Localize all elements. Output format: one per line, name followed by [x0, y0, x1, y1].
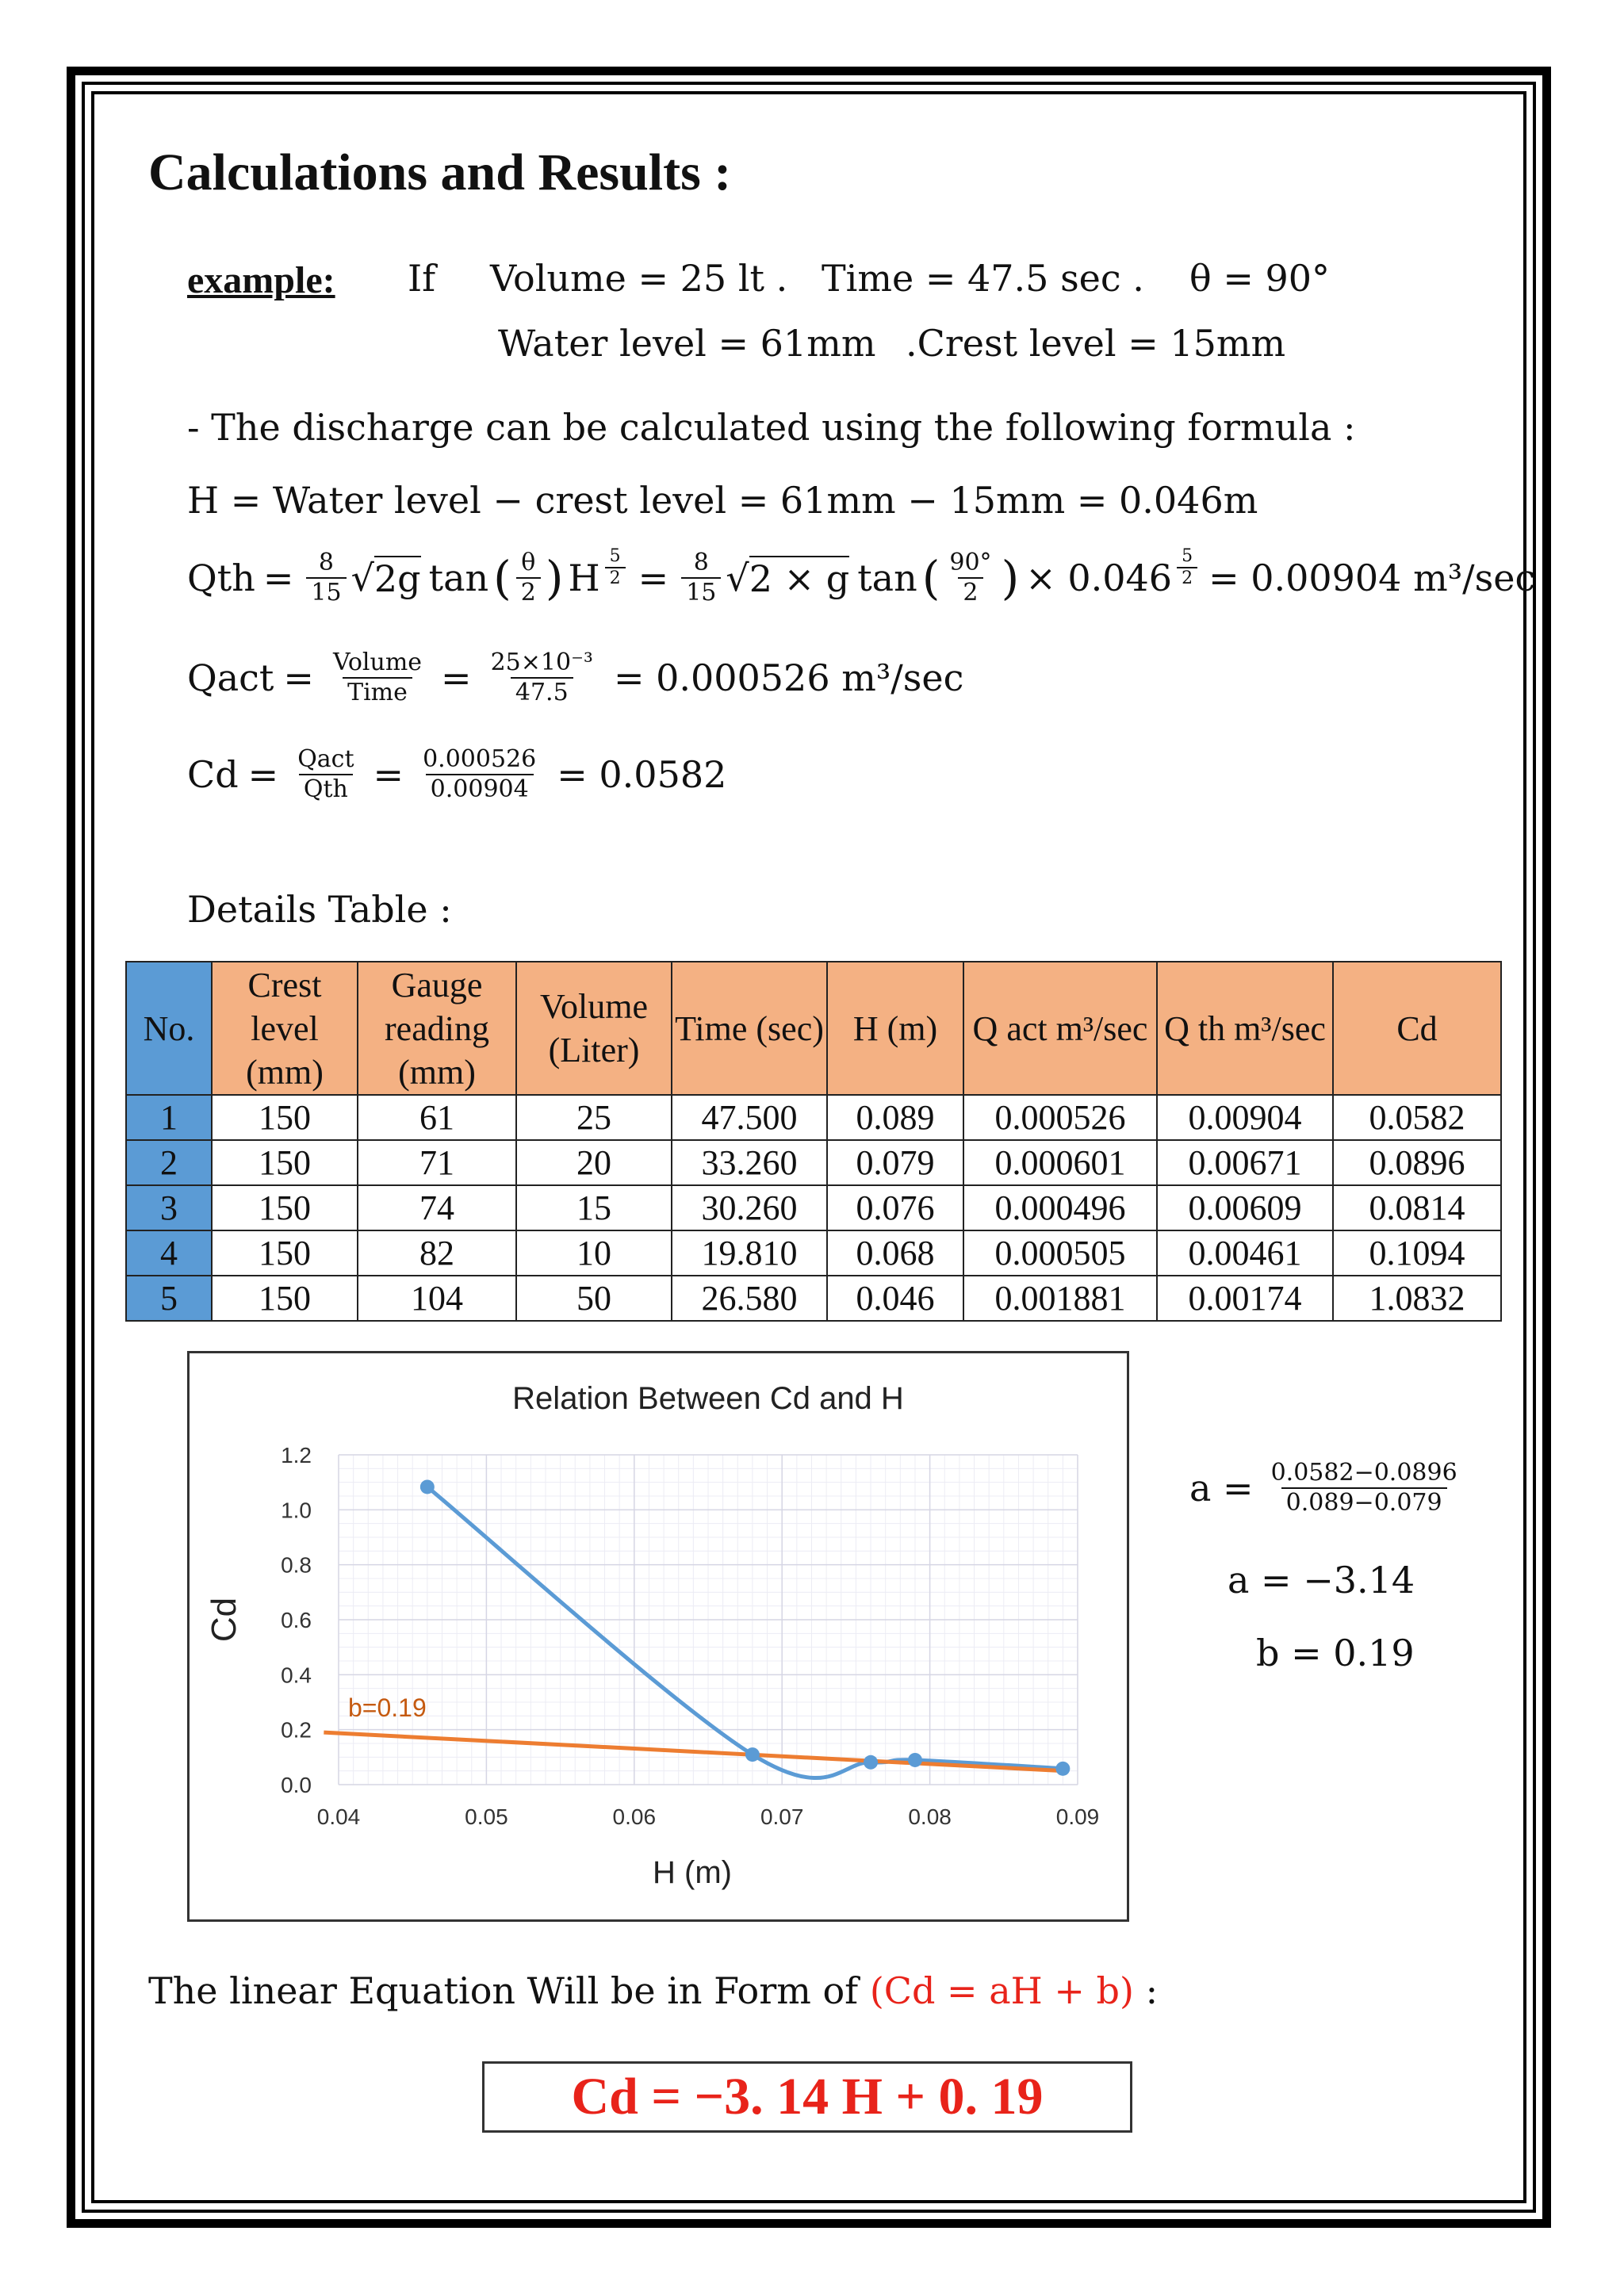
table-cell: 150 — [212, 1185, 358, 1230]
cd-result: = 0.0582 — [557, 753, 727, 796]
table-cell: 0.00671 — [1157, 1140, 1333, 1185]
table-cell: 0.000496 — [963, 1185, 1157, 1230]
sqrt-icon: √ — [726, 557, 749, 599]
table-row — [126, 1276, 1501, 1321]
table-cell: 71 — [358, 1140, 516, 1185]
table-row — [126, 1140, 1501, 1185]
table-cell: 4 — [126, 1230, 212, 1276]
table-cell: 0.00609 — [1157, 1185, 1333, 1230]
sqrt-icon: √ — [350, 557, 374, 599]
data-point — [908, 1753, 922, 1767]
qth-sqrt-1: 2g — [373, 557, 421, 600]
example-if: If — [408, 257, 436, 300]
chart-title: Relation Between Cd and H — [512, 1381, 904, 1416]
qth-exponent-1: $\frac{5}{2}$ — [605, 546, 626, 590]
table-cell: 61 — [358, 1095, 516, 1140]
table-cell: 0.079 — [827, 1140, 963, 1185]
table-cell: 0.089 — [827, 1095, 963, 1140]
table-cell: 30.260 — [672, 1185, 827, 1230]
table-cell: 50 — [516, 1276, 672, 1321]
table-header-cell: Q act m³/sec — [963, 962, 1157, 1095]
table-cell: 25 — [516, 1095, 672, 1140]
chart-svg — [190, 1353, 1127, 1919]
page-title: Calculations and Results : — [148, 144, 732, 201]
qth-theta-frac: $\frac{\theta}{2}$ — [516, 549, 541, 607]
table-cell: 0.000526 — [963, 1095, 1157, 1140]
table-cell: 33.260 — [672, 1140, 827, 1185]
slope-calc — [1189, 1459, 1467, 1517]
qth-exponent-2: $\frac{5}{2}$ — [1177, 546, 1197, 590]
example-theta: θ = 90° — [1189, 257, 1331, 300]
table-cell: 0.076 — [827, 1185, 963, 1230]
slope-lhs: a = — [1189, 1467, 1254, 1510]
table-header-cell: Q th m³/sec — [1157, 962, 1333, 1095]
slope-fraction: $\frac{0.0582-0.0896}{0.089-0.079}$ — [1270, 1459, 1457, 1517]
table-row — [126, 1230, 1501, 1276]
qact-fraction-1: $\frac{\text{Volume}}{\text{Time}}$ — [332, 649, 423, 706]
cd-h-chart — [187, 1351, 1129, 1922]
h-equation: H = Water level − crest level = 61mm − 15mm = 0.046m — [187, 479, 1258, 522]
table-cell: 19.810 — [672, 1230, 827, 1276]
y-axis-label: Cd — [205, 1597, 243, 1643]
x-tick-label: 0.05 — [465, 1804, 508, 1829]
y-tick-label: 0.2 — [281, 1717, 312, 1743]
table-header-cell: Volume (Liter) — [516, 962, 672, 1095]
final-equation: Cd = −3. 14 H + 0. 19 — [571, 2068, 1044, 2126]
intercept-annotation: b=0.19 — [348, 1693, 427, 1722]
table-title: Details Table : — [187, 888, 452, 931]
table-cell: 150 — [212, 1140, 358, 1185]
linear-form: (Cd = aH + b) — [869, 1969, 1134, 2012]
table-cell: 150 — [212, 1276, 358, 1321]
y-tick-label: 1.0 — [281, 1498, 312, 1523]
cd-fraction-1: $\frac{\text{Qact}}{\text{Qth}}$ — [297, 745, 354, 803]
data-point — [1055, 1762, 1070, 1776]
qth-result: = 0.00904 m³/sec — [1208, 557, 1536, 599]
y-tick-label: 0.8 — [281, 1552, 312, 1578]
qact-result: = 0.000526 m³/sec — [613, 656, 964, 699]
table-cell: 0.00174 — [1157, 1276, 1333, 1321]
example-time: Time = 47.5 sec . — [822, 257, 1144, 300]
table-cell: 0.001881 — [963, 1276, 1157, 1321]
qact-fraction-2: $\frac{\text{25×10⁻³}}{47.5}$ — [490, 649, 593, 706]
table-header-row — [126, 962, 1501, 1095]
cd-series-line — [427, 1487, 1063, 1777]
table-cell: 74 — [358, 1185, 516, 1230]
qth-formula: Qth = $\frac{8}{15}$ √ 2g tan ( $\frac{\theta}{2}$ ) H $\frac{5}{2}$ = $\frac{8}{15}$ √ 2 × g tan ( $\frac{90^\circ}{2}$ ) × 0.046 $\frac{5}{2}$ = 0.00904 m³/sec — [187, 545, 1536, 607]
qth-angle-frac: $\frac{90^\circ}{2}$ — [949, 549, 992, 607]
table-cell: 82 — [358, 1230, 516, 1276]
qth-fraction-1: $\frac{8}{15}$ — [306, 549, 346, 607]
qact-lhs: Qact — [187, 656, 274, 699]
table-header-cell: Time (sec) — [672, 962, 827, 1095]
details-table — [125, 961, 1502, 1322]
table-header-cell: H (m) — [827, 962, 963, 1095]
table-cell: 150 — [212, 1095, 358, 1140]
table-row — [126, 1185, 1501, 1230]
example-volume: Volume = 25 lt . — [490, 257, 788, 300]
qth-sqrt-2: 2 × g — [749, 557, 850, 600]
table-cell: 10 — [516, 1230, 672, 1276]
table-cell: 150 — [212, 1230, 358, 1276]
y-tick-label: 0.4 — [281, 1663, 312, 1688]
example-water-level: Water level = 61mm — [498, 322, 876, 365]
table-cell: 20 — [516, 1140, 672, 1185]
qth-lhs: Qth — [187, 557, 255, 599]
table-cell: 0.00461 — [1157, 1230, 1333, 1276]
linear-form-sentence — [148, 1969, 1158, 2012]
qth-times: × 0.046 — [1025, 557, 1173, 599]
y-tick-label: 1.2 — [281, 1443, 312, 1468]
linear-colon: : — [1145, 1969, 1159, 2012]
x-tick-label: 0.06 — [612, 1804, 657, 1829]
y-tick-label: 0.0 — [281, 1773, 312, 1797]
table-header-cell: Crest level (mm) — [212, 962, 358, 1095]
x-tick-label: 0.07 — [760, 1804, 804, 1829]
qact-formula: Qact = $\frac{\text{Volume}}{\text{Time}}$ = $\frac{\text{25×10⁻³}}{47.5}$ = 0.000526 m³/sec — [187, 649, 964, 706]
table-cell: 0.000601 — [963, 1140, 1157, 1185]
final-equation-box — [482, 2061, 1132, 2133]
table-cell: 0.00904 — [1157, 1095, 1333, 1140]
table-cell: 3 — [126, 1185, 212, 1230]
data-point — [420, 1479, 435, 1494]
slope-value: a = −3.14 — [1228, 1559, 1415, 1601]
table-cell: 104 — [358, 1276, 516, 1321]
qth-tan-2: tan — [857, 557, 917, 599]
table-cell: 0.068 — [827, 1230, 963, 1276]
x-axis-label: H (m) — [653, 1855, 732, 1890]
table-cell: 0.046 — [827, 1276, 963, 1321]
table-row — [126, 1095, 1501, 1140]
x-tick-label: 0.09 — [1055, 1804, 1100, 1829]
table-cell: 0.0896 — [1333, 1140, 1501, 1185]
cd-lhs: Cd — [187, 753, 239, 796]
cd-fraction-2: $\frac{0.000526}{0.00904}$ — [423, 745, 537, 803]
table-cell: 0.1094 — [1333, 1230, 1501, 1276]
table-cell: 15 — [516, 1185, 672, 1230]
qth-fraction-2: $\frac{8}{15}$ — [681, 549, 721, 607]
table-cell: 0.0582 — [1333, 1095, 1501, 1140]
table-cell: 1.0832 — [1333, 1276, 1501, 1321]
qth-h: H — [568, 557, 600, 599]
table-cell: 0.0814 — [1333, 1185, 1501, 1230]
table-header-cell: Cd — [1333, 962, 1501, 1095]
y-tick-label: 0.6 — [281, 1608, 312, 1632]
data-point — [864, 1755, 878, 1770]
cd-formula: Cd = $\frac{\text{Qact}}{\text{Qth}}$ = $\frac{0.000526}{0.00904}$ = 0.0582 — [187, 745, 727, 803]
intercept-value: b = 0.19 — [1256, 1632, 1415, 1674]
intro-text: - The discharge can be calculated using the following formula : — [187, 406, 1356, 449]
example-crest-level: .Crest level = 15mm — [906, 322, 1286, 365]
table-header-cell: No. — [126, 962, 212, 1095]
qth-tan-1: tan — [428, 557, 489, 599]
table-cell: 26.580 — [672, 1276, 827, 1321]
table-cell: 5 — [126, 1276, 212, 1321]
linear-text: The linear Equation Will be in Form of — [148, 1969, 859, 2012]
data-point — [745, 1747, 760, 1762]
table-cell: 0.000505 — [963, 1230, 1157, 1276]
table-cell: 2 — [126, 1140, 212, 1185]
table-header-cell: Gauge reading (mm) — [358, 962, 516, 1095]
example-label: example: — [187, 259, 335, 301]
x-tick-label: 0.04 — [316, 1804, 361, 1829]
table-cell: 1 — [126, 1095, 212, 1140]
x-tick-label: 0.08 — [908, 1804, 952, 1829]
table-cell: 47.500 — [672, 1095, 827, 1140]
